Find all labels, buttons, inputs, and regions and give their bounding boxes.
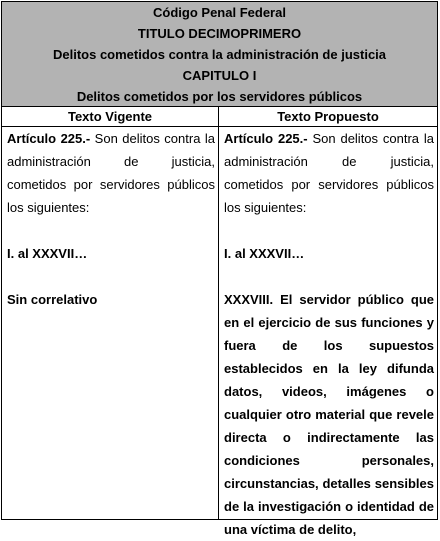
current-fractions: I. al XXXVII… xyxy=(7,246,88,261)
current-article-label: Artículo 225.- xyxy=(7,131,91,146)
subtitle-heading: Delitos cometidos contra la administración de justicia xyxy=(52,47,387,62)
law-name: Código Penal Federal xyxy=(153,5,286,20)
chapter-name: Delitos cometidos por los servidores públicos xyxy=(76,89,363,104)
table-body xyxy=(2,127,437,537)
column-header-current: Texto Vigente xyxy=(2,107,219,126)
current-article xyxy=(7,127,215,219)
column-header-proposed: Texto Propuesto xyxy=(277,109,379,124)
proposed-article xyxy=(224,127,434,219)
current-article-text: Son delitos contra la administración de justicia, cometidos por servidores públicos los siguientes: xyxy=(7,131,215,215)
proposed-article-text: Son delitos contra la administración de justicia, cometidos por servidores públicos los siguientes: xyxy=(224,131,435,215)
table-header xyxy=(2,2,437,107)
proposed-new-fraction: XXXVIII. El servidor público que en el ejercicio de sus funciones y fuera de los supuestos establecidos en la ley difunda datos, videos, imágenes o cualquier otro material que revele directa o indirectamente las condiciones personales, circunstancias, detalles sensibles de la investigación o identidad de una víctima de delito, xyxy=(224,292,434,537)
proposed-fractions: I. al XXXVII… xyxy=(224,246,305,261)
proposed-text-cell xyxy=(219,127,437,537)
current-correlative: Sin correlativo xyxy=(7,292,98,307)
chapter-heading: CAPITULO I xyxy=(182,68,257,83)
column-headers xyxy=(2,107,437,127)
current-text-cell xyxy=(2,127,219,519)
proposed-article-label: Artículo 225.- xyxy=(224,131,308,146)
title-heading: TITULO DECIMOPRIMERO xyxy=(137,26,302,41)
comparison-table xyxy=(1,1,438,537)
